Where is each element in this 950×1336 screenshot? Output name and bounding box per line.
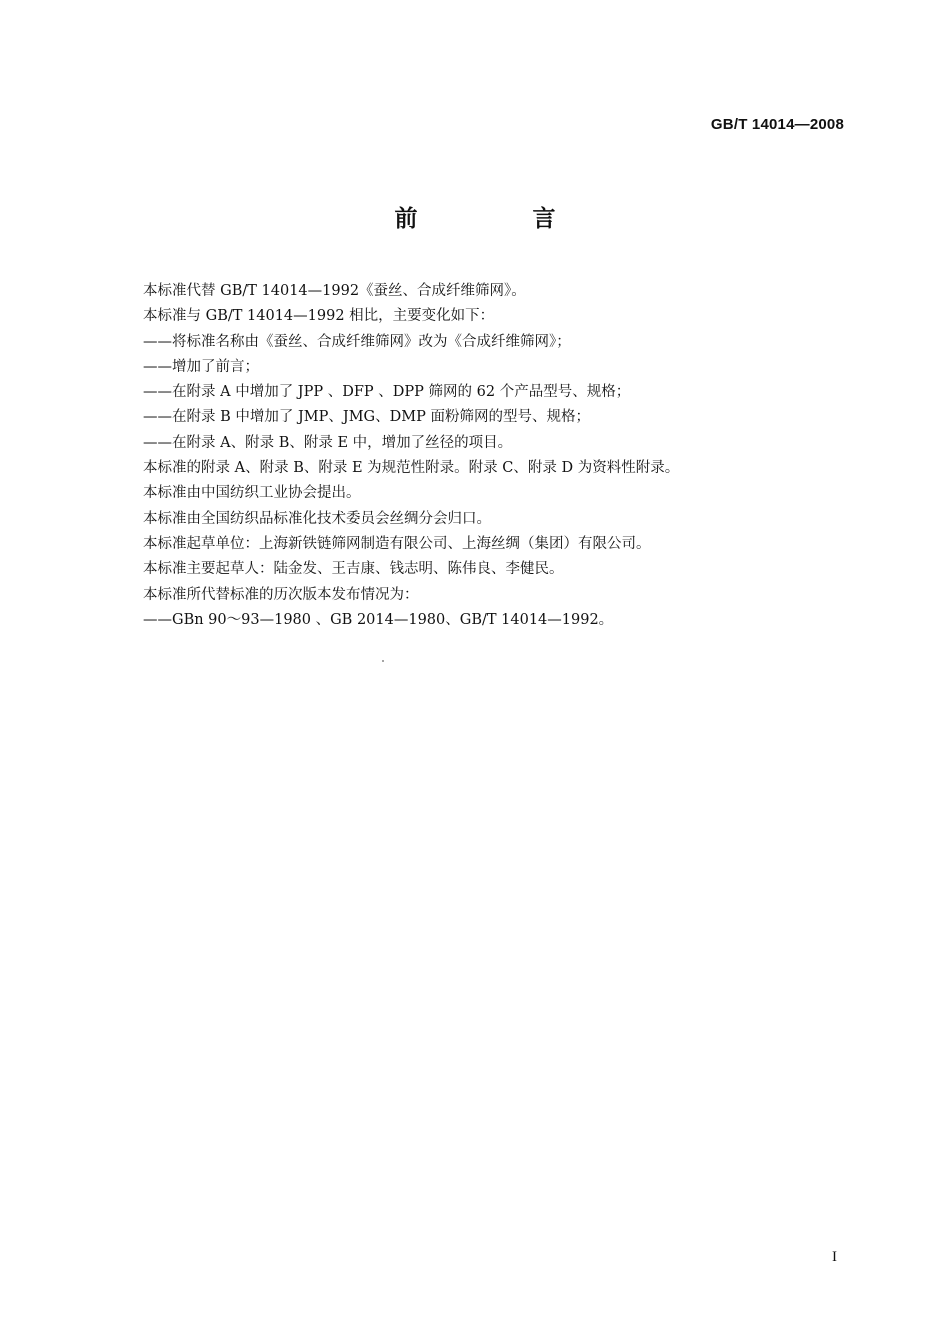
list-item: ——在附录 A 中增加了 JPP 、DFP 、DPP 筛网的 62 个产品型号、规格； — [143, 384, 631, 401]
page-title: 前 言 — [394, 206, 602, 232]
list-item: ——将标准名称由《蚕丝、合成纤维筛网》改为《合成纤维筛网》； — [143, 333, 571, 350]
scan-speck — [382, 660, 384, 662]
paragraph: 本标准由中国纺织工业协会提出。 — [143, 485, 361, 502]
list-item: ——在附录 A、附录 B、附录 E 中，增加了丝径的项目。 — [143, 434, 513, 451]
standard-code: GB/T 14014—2008 — [710, 116, 844, 133]
list-item: ——GBn 90～93—1980 、GB 2014—1980、GB/T 14014—1992。 — [143, 611, 614, 628]
list-item: ——在附录 B 中增加了 JMP、JMG、DMP 面粉筛网的型号、规格； — [143, 409, 590, 426]
list-item: ——增加了前言； — [143, 358, 259, 375]
paragraph: 本标准由全国纺织品标准化技术委员会丝绸分会归口。 — [143, 510, 491, 527]
foreword-body — [143, 279, 843, 633]
paragraph: 本标准所代替标准的历次版本发布情况为： — [143, 586, 419, 603]
paragraph: 本标准代替 GB/T 14014—1992《蚕丝、合成纤维筛网》。 — [143, 283, 526, 299]
page-number: I — [832, 1249, 837, 1265]
paragraph: 本标准与 GB/T 14014—1992 相比，主要变化如下： — [143, 308, 495, 325]
paragraph: 本标准起草单位：上海新铁链筛网制造有限公司、上海丝绸（集团）有限公司。 — [143, 535, 651, 552]
paragraph: 本标准主要起草人：陆金发、王吉康、钱志明、陈伟良、李健民。 — [143, 561, 564, 578]
paragraph: 本标准的附录 A、附录 B、附录 E 为规范性附录。附录 C、附录 D 为资料性附录。 — [143, 460, 680, 477]
